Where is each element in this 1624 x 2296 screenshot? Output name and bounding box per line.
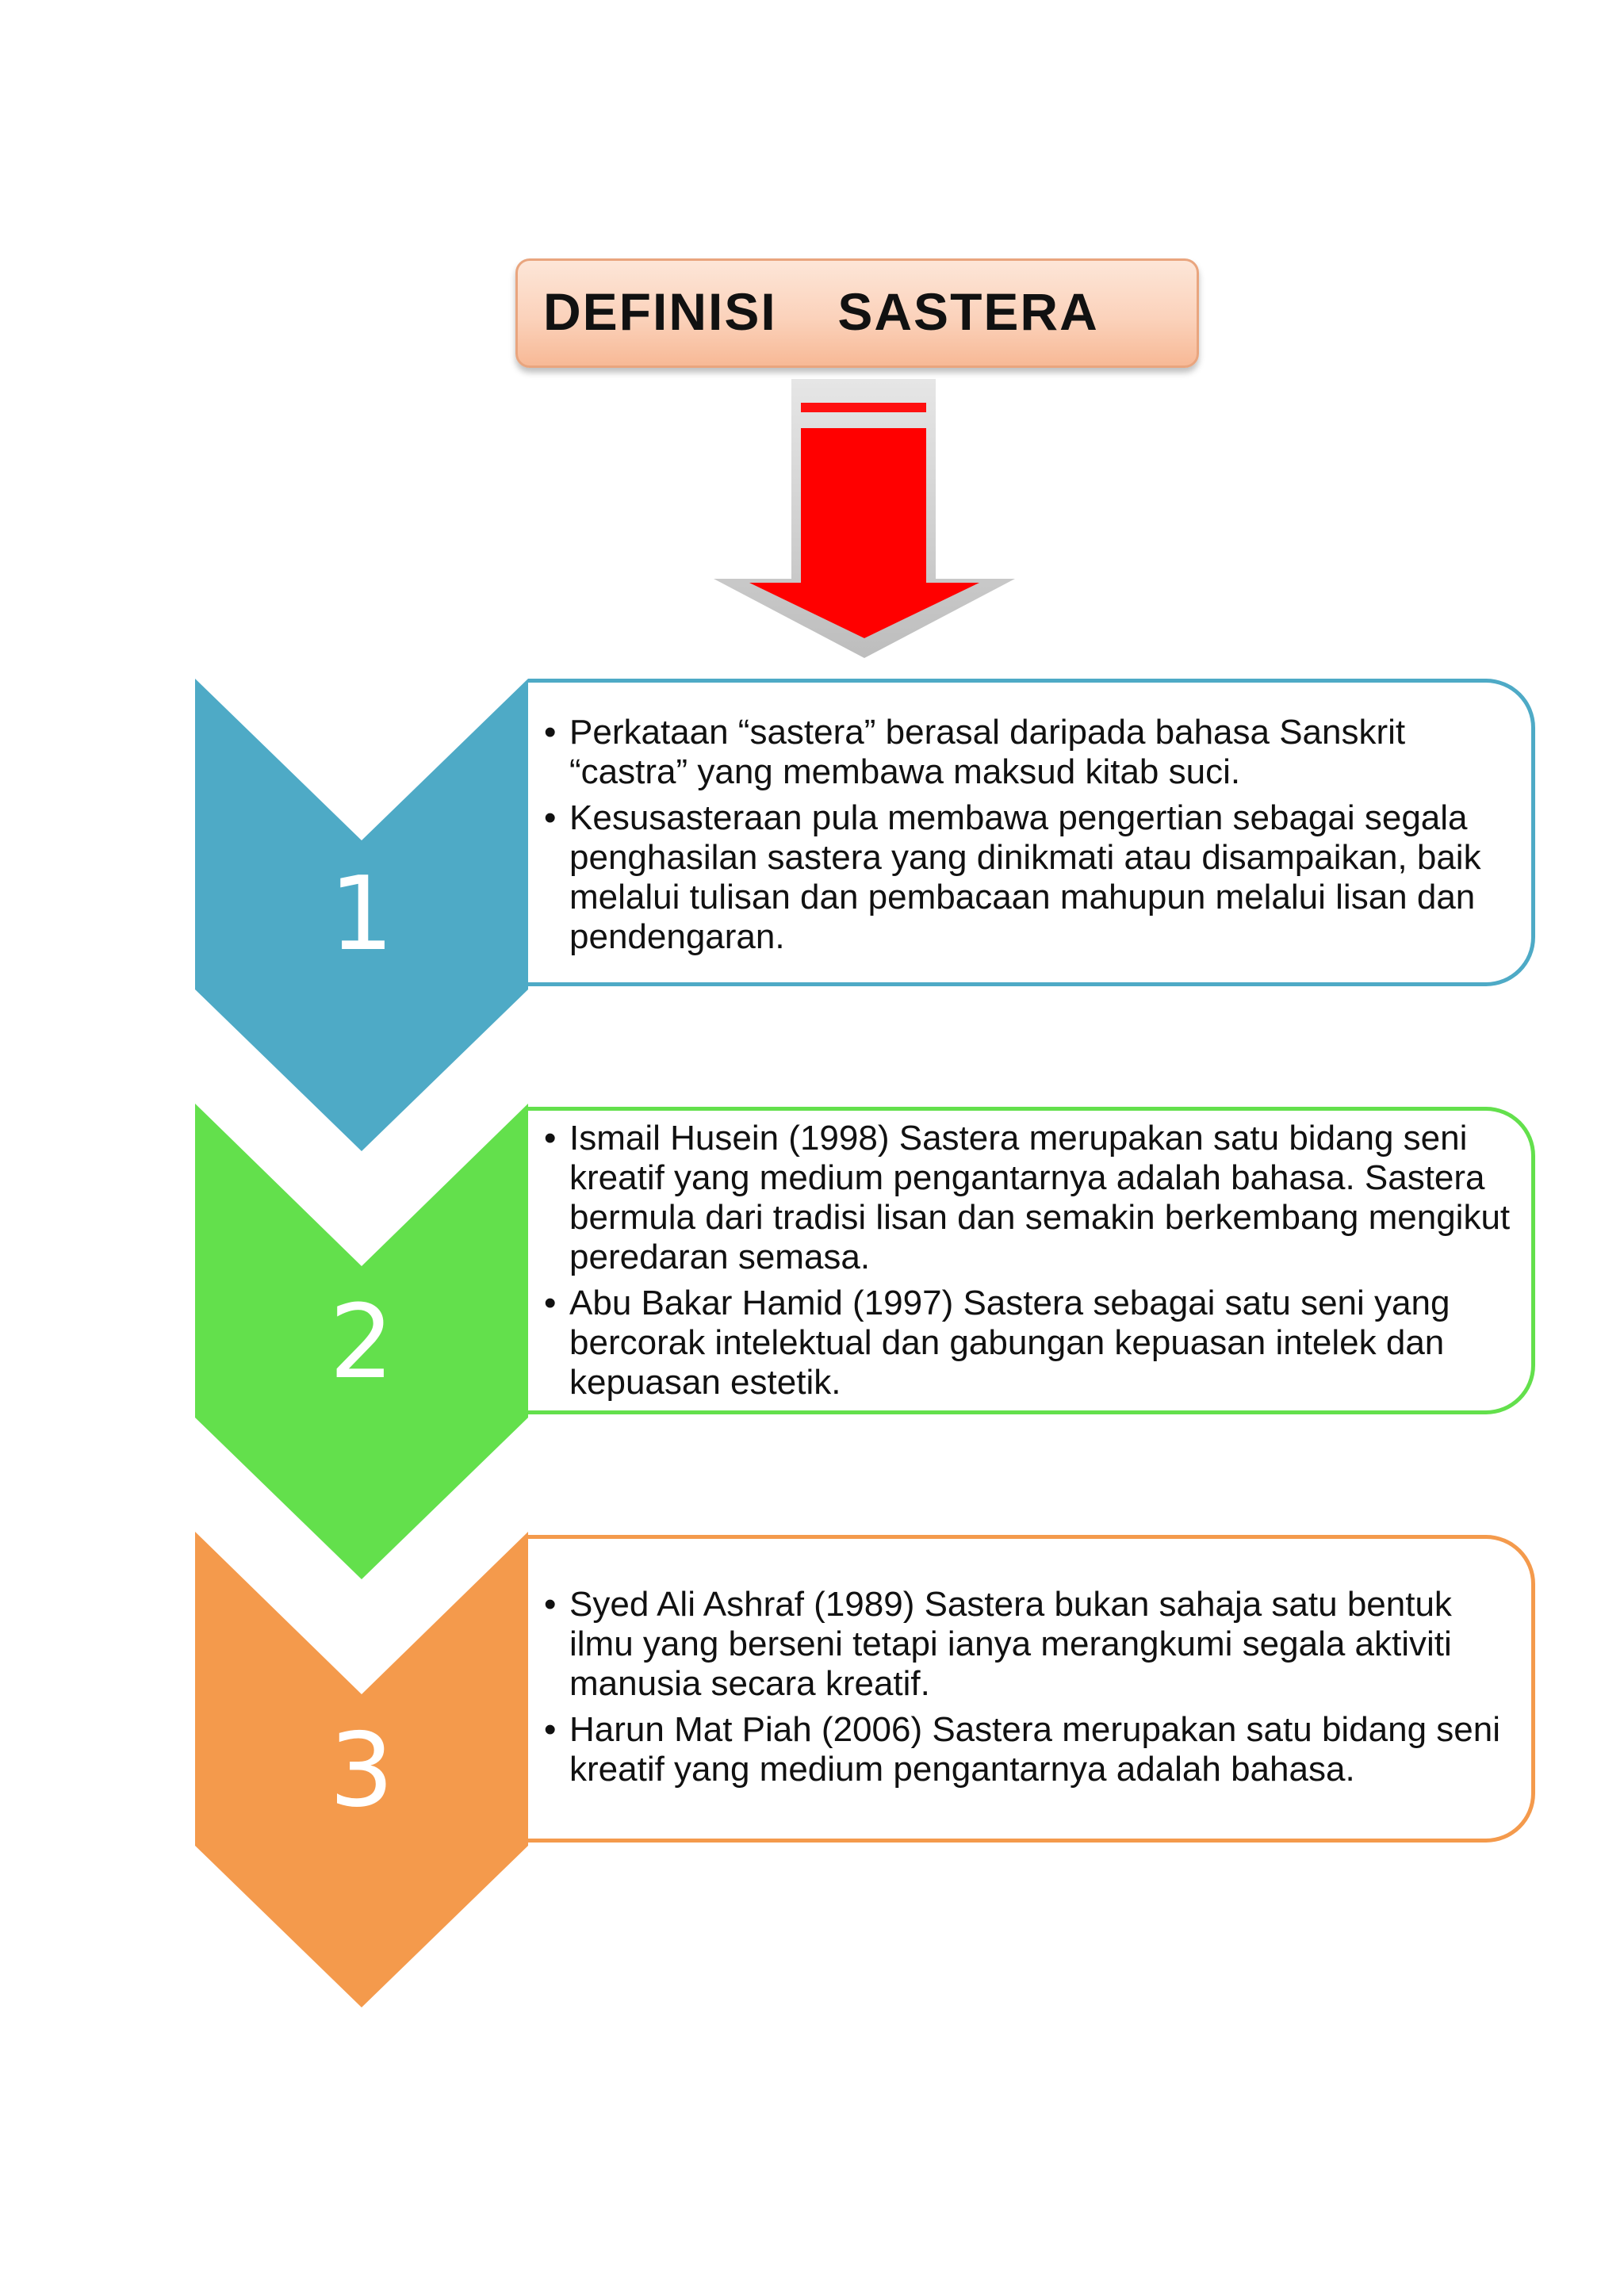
step-1-list (544, 713, 1503, 963)
step-3-number: 3 (329, 1712, 394, 1830)
list-item: • Ismail Husein (1998) Sastera merupakan satu bidang seni kreatif yang medium pengantarnya adalah bahasa. Sastera bermula dari tradisi lisan dan semakin berkembang mengikut peredaran semasa. (544, 1119, 1515, 1277)
step-2-list (544, 1119, 1515, 1409)
list-item: • Syed Ali Ashraf (1989) Sastera bukan sahaja satu bentuk ilmu yang berseni tetapi ianya merangkumi segala aktiviti manusia secara kreatif. (544, 1585, 1515, 1704)
list-item: • Kesusasteraan pula membawa pengertian sebagai segala penghasilan sastera yang dinikmati atau disampaikan, baik melalui tulisan dan pembacaan mahupun melalui lisan dan pendengaran. (544, 798, 1503, 957)
list-item: • Perkataan “sastera” berasal daripada bahasa Sanskrit “castra” yang membawa maksud kitab suci. (544, 713, 1503, 792)
page-title: DEFINISI SASTERA (543, 282, 1099, 341)
list-item: • Harun Mat Piah (2006) Sastera merupakan satu bidang seni kreatif yang medium pengantarnya adalah bahasa. (544, 1710, 1515, 1789)
step-2-number: 2 (329, 1284, 394, 1402)
step-2-box (528, 1107, 1535, 1414)
step-1-number: 1 (329, 855, 394, 974)
step-3-list (544, 1585, 1515, 1796)
step-1-box (528, 679, 1535, 986)
list-item: • Abu Bakar Hamid (1997) Sastera sebagai satu seni yang bercorak intelektual dan gabungan kepuasan intelek dan kepuasan estetik. (544, 1284, 1515, 1402)
step-3-box (528, 1535, 1535, 1843)
